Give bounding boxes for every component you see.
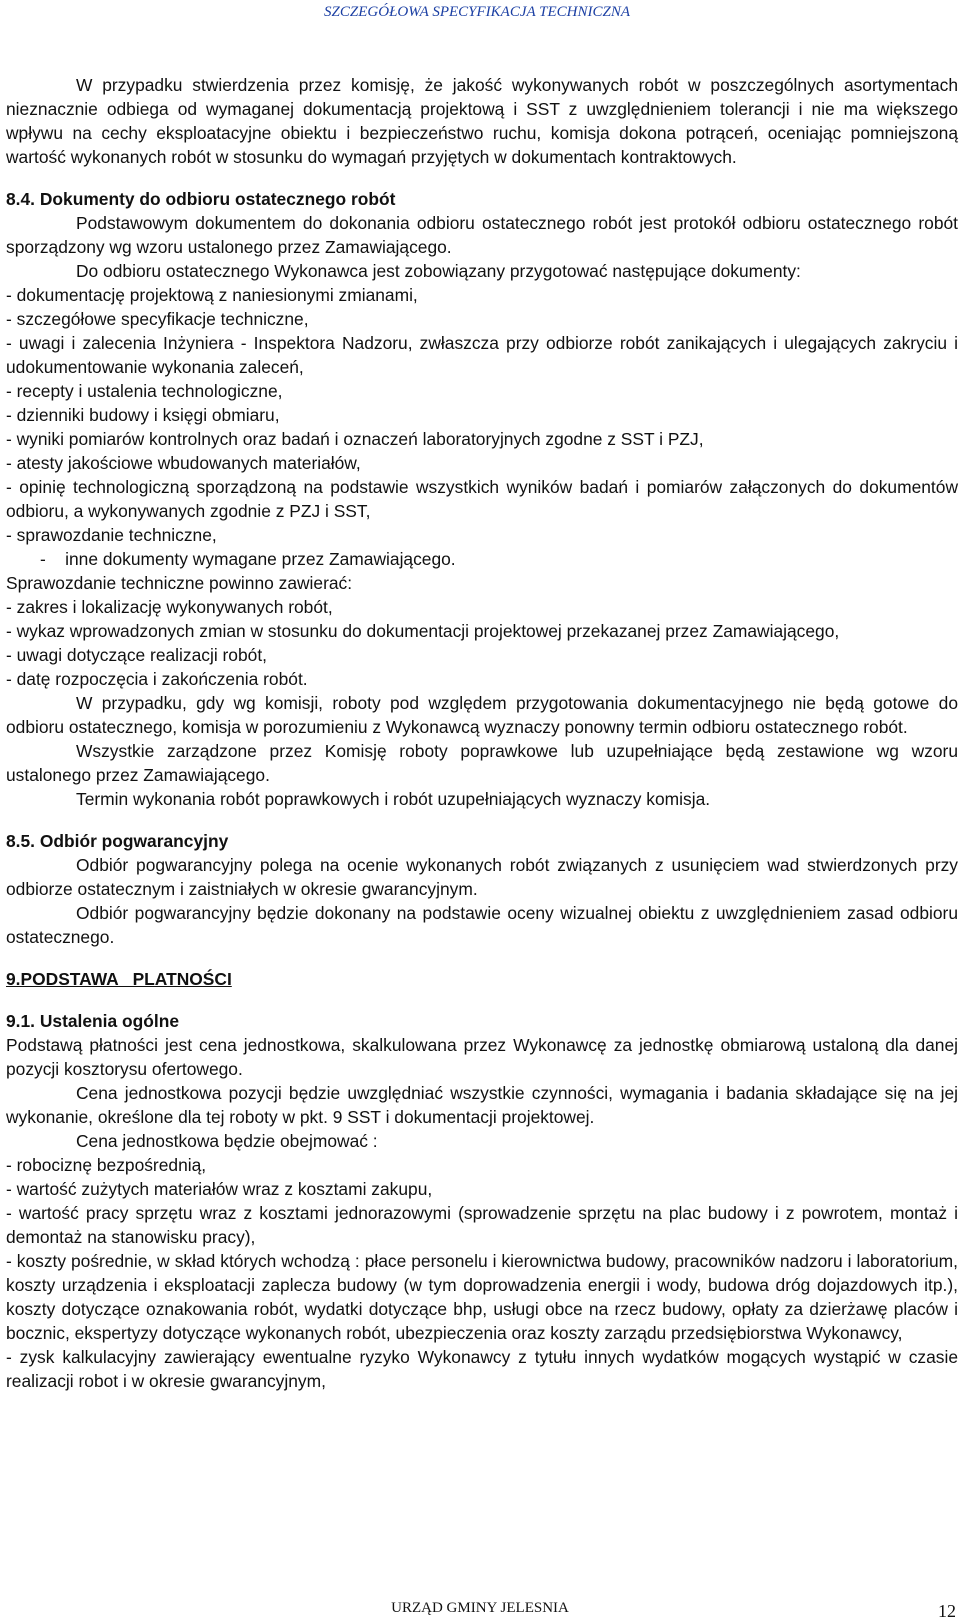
price-component-item: - zysk kalkulacyjny zawierający ewentualne ryzyko Wykonawcy z tytułu innych wydatków mogących wystąpić w czasie realizacji robot i w okresie gwarancyjnym, bbox=[6, 1347, 958, 1391]
document-list-item: - wyniki pomiarów kontrolnych oraz badań i oznaczeń laboratoryjnych zgodne z SST i PZJ, bbox=[6, 429, 704, 449]
price-component-item: - wartość pracy sprzętu wraz z kosztami jednorazowymi (sprowadzenie sprzętu na plac budowy i z powrotem, montaż i demontaż na stanowisku pracy), bbox=[6, 1203, 958, 1247]
section-8-4-paragraph-4: Wszystkie zarządzone przez Komisję roboty poprawkowe lub uzupełniające będą zestawione wg wzoru ustalonego przez Zamawiającego. bbox=[6, 741, 958, 785]
document-body bbox=[6, 73, 958, 1393]
section-8-4-paragraph-2: Do odbioru ostatecznego Wykonawca jest zobowiązany przygotować następujące dokumenty: bbox=[76, 261, 801, 281]
running-header: SZCZEGÓŁOWA SPECYFIKACJA TECHNICZNA bbox=[324, 4, 630, 20]
report-list-item: - wykaz wprowadzonych zmian w stosunku do dokumentacji projektowej przekazanej przez Zamawiającego, bbox=[6, 621, 840, 641]
section-9-1-heading: 9.1. Ustalenia ogólne bbox=[6, 1011, 179, 1031]
document-list-item: - dzienniki budowy i księgi obmiaru, bbox=[6, 405, 280, 425]
document-list-item: - dokumentację projektową z naniesionymi zmianami, bbox=[6, 285, 418, 305]
document-list-item: - sprawozdanie techniczne, bbox=[6, 525, 217, 545]
document-list-item: - recepty i ustalenia technologiczne, bbox=[6, 381, 283, 401]
price-component-item: - robociznę bezpośrednią, bbox=[6, 1155, 207, 1175]
report-list-item: - zakres i lokalizację wykonywanych robót, bbox=[6, 597, 333, 617]
section-8-5-paragraph-1: Odbiór pogwarancyjny polega na ocenie wykonanych robót związanych z usunięciem wad stwierdzonych przy odbiorze ostatecznym i zaistniałych w okresie gwarancyjnym. bbox=[6, 855, 958, 899]
section-8-5-paragraph-2: Odbiór pogwarancyjny będzie dokonany na podstawie oceny wizualnej obiektu z uwzględnieniem zasad odbioru ostatecznego. bbox=[6, 903, 958, 947]
section-8-4-paragraph-5: Termin wykonania robót poprawkowych i robót uzupełniających wyznaczy komisja. bbox=[76, 789, 711, 809]
document-list-item: - szczegółowe specyfikacje techniczne, bbox=[6, 309, 309, 329]
document-list-item: - atesty jakościowe wbudowanych materiałów, bbox=[6, 453, 361, 473]
price-component-item: - wartość zużytych materiałów wraz z kosztami zakupu, bbox=[6, 1179, 433, 1199]
report-list-item: - uwagi dotyczące realizacji robót, bbox=[6, 645, 267, 665]
section-9-heading: 9.PODSTAWA PLATNOŚCI bbox=[6, 969, 232, 989]
intro-paragraph: W przypadku stwierdzenia przez komisję, że jakość wykonywanych robót w poszczególnych asortymentach nieznacznie odbiega od wymaganej dokumentacją projektową i SST z uwzględnieniem tolerancji i nie ma większego wpływu na cechy eksploatacyjne obiektu i bezpieczeństwo ruchu, komisja dokona potrąceń, oceniając pomniejszoną wartość wykonanych robót w stosunku do wymagań przyjętych w dokumentach kontraktowych. bbox=[6, 75, 958, 167]
running-footer: URZĄD GMINY JELESNIA bbox=[391, 1600, 569, 1616]
page-number: 12 bbox=[938, 1601, 956, 1621]
section-9-1-paragraph-1: Podstawą płatności jest cena jednostkowa, skalkulowana przez Wykonawcę za jednostkę obmiarową ustaloną dla danej pozycji kosztorysu ofertowego. bbox=[6, 1035, 958, 1079]
document-list-item: - uwagi i zalecenia Inżyniera - Inspektora Nadzoru, zwłaszcza przy odbiorze robót zanikających i ulegających zakryciu i udokumentowanie wykonania zaleceń, bbox=[6, 333, 958, 377]
section-8-5-heading: 8.5. Odbiór pogwarancyjny bbox=[6, 831, 229, 851]
report-intro: Sprawozdanie techniczne powinno zawierać: bbox=[6, 573, 353, 593]
section-9-1-paragraph-2: Cena jednostkowa pozycji będzie uwzględniać wszystkie czynności, wymagania i badania składające się na jej wykonanie, określone dla tej roboty w pkt. 9 SST i dokumentacji projektowej. bbox=[6, 1083, 958, 1127]
document-list-item: - opinię technologiczną sporządzoną na podstawie wszystkich wyników badań i pomiarów załączonych do dokumentów odbioru, a wykonywanych zgodnie z PZJ i SST, bbox=[6, 477, 958, 521]
section-8-4-paragraph-1: Podstawowym dokumentem do dokonania odbioru ostatecznego robót jest protokół odbioru ostatecznego robót sporządzony wg wzoru ustalonego przez Zamawiającego. bbox=[6, 213, 958, 257]
price-component-item: - koszty pośrednie, w skład których wchodzą : płace personelu i kierownictwa budowy, pracowników nadzoru i laboratorium, koszty urządzenia i eksploatacji zaplecza budowy (w tym doprowadzenia energii i wody, budowa dróg dojazdowych itp.), koszty dotyczące oznakowania robót, wydatki dotyczące bhp, usługi obce na rzecz budowy, opłaty za dzierżawę placów i bocznic, ekspertyzy dotyczące wykonanych robót, ubezpieczenia oraz koszty zarządu przedsiębiorstwa Wykonawcy, bbox=[6, 1251, 958, 1343]
section-9-1-paragraph-3: Cena jednostkowa będzie obejmować : bbox=[76, 1131, 378, 1151]
section-8-4-paragraph-3: W przypadku, gdy wg komisji, roboty pod względem przygotowania dokumentacyjnego nie będą gotowe do odbioru ostatecznego, komisja w porozumieniu z Wykonawcą wyznaczy ponowny termin odbioru ostatecznego robót. bbox=[6, 693, 958, 737]
section-8-4-heading: 8.4. Dokumenty do odbioru ostatecznego robót bbox=[6, 189, 396, 209]
report-list-item: - datę rozpoczęcia i zakończenia robót. bbox=[6, 669, 308, 689]
document-list-item-indented: - inne dokumenty wymagane przez Zamawiającego. bbox=[40, 549, 456, 569]
